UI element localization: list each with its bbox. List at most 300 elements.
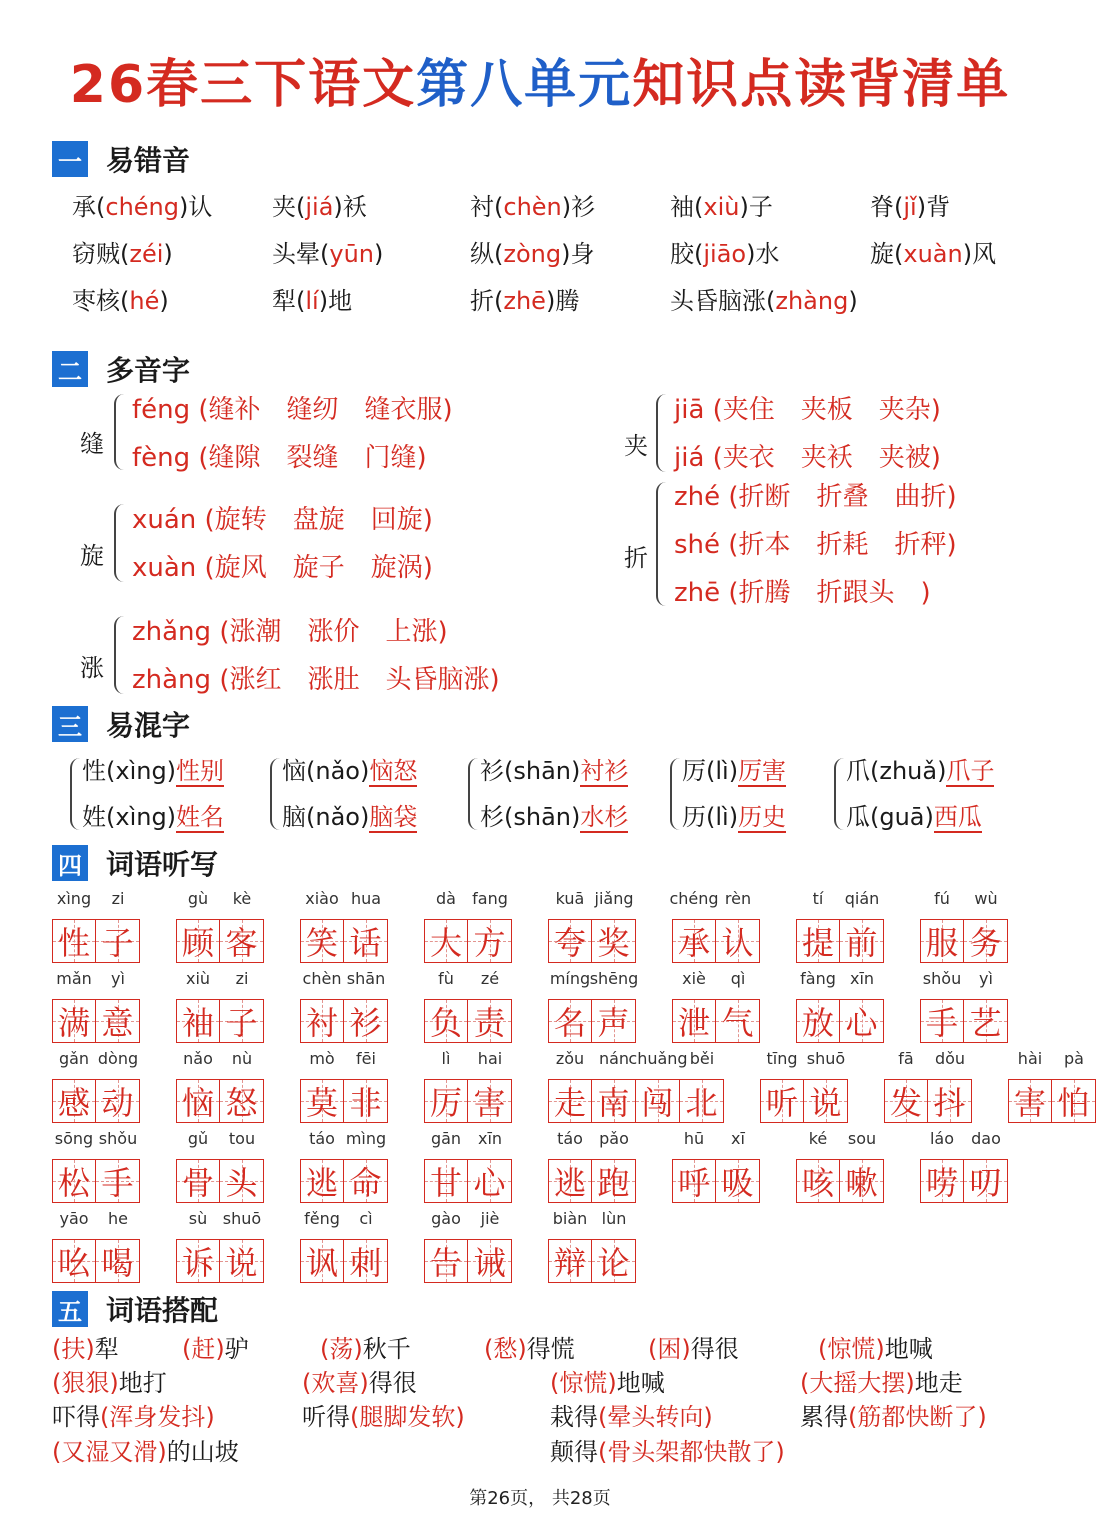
section-number: 一 [52, 141, 88, 177]
confusable-word: 水杉 [580, 803, 629, 831]
char-text: 咳 [801, 1164, 834, 1202]
char-box [840, 919, 884, 963]
word-boxes [52, 1159, 140, 1203]
polyphone-line: shé (折本 折耗 折秤) [674, 530, 957, 560]
char-text: 叨 [969, 1164, 1002, 1202]
collocation-answer: (扶) [52, 1335, 95, 1363]
pinyin-label: zi [235, 969, 249, 988]
char-box [928, 1079, 972, 1123]
hanzi-text: 袖( [670, 193, 704, 221]
pinyin-text: jiá [305, 193, 334, 221]
pronunciation-item [272, 284, 352, 318]
char-text: 手 [101, 1164, 134, 1202]
char-text: 奖 [597, 924, 630, 962]
confusable-char: 性(xìng) [82, 757, 177, 785]
hanzi-text: 头昏脑涨( [670, 287, 776, 315]
word-boxes [300, 1159, 388, 1203]
collocation-answer: (狠狠) [52, 1369, 119, 1397]
word-boxes [548, 919, 636, 963]
hanzi-text: 脊( [870, 193, 904, 221]
word-boxes [884, 1079, 972, 1123]
collocation-item [182, 1332, 249, 1366]
char-text: 说 [225, 1244, 258, 1282]
char-box [592, 919, 636, 963]
pinyin-label: nù [231, 1049, 253, 1068]
pinyin-label: lì [441, 1049, 451, 1068]
char-box [344, 1239, 388, 1283]
char-box [716, 999, 760, 1043]
char-box [344, 999, 388, 1043]
confusable-item [480, 800, 628, 834]
word-boxes [424, 1239, 512, 1283]
brace [834, 758, 844, 830]
pinyin-text: hé [129, 287, 160, 315]
char-text: 服 [925, 924, 958, 962]
pinyin-label: hài [1017, 1049, 1043, 1068]
char-text: 命 [349, 1164, 382, 1202]
pinyin-label: mò [309, 1049, 335, 1068]
word-boxes [300, 919, 388, 963]
collocation-answer: (大摇大摆) [800, 1369, 915, 1397]
char-text: 衫 [349, 1004, 382, 1042]
pinyin-label: shǒu [922, 969, 962, 988]
pinyin-label: xīn [849, 969, 875, 988]
char-box [840, 1159, 884, 1203]
pinyin-label: xīn [477, 1129, 503, 1148]
word-boxes [300, 999, 388, 1043]
collocation-answer: (腿脚发软) [350, 1403, 465, 1431]
pinyin-label: mǎn [56, 969, 92, 988]
pinyin-label: wù [974, 889, 998, 908]
char-text: 讽 [305, 1244, 338, 1282]
pinyin-label: qián [844, 889, 880, 908]
collocation-item [302, 1366, 417, 1400]
hanzi-text: ) [848, 287, 858, 315]
pronunciation-item [670, 190, 773, 224]
char-text: 意 [101, 1004, 134, 1042]
collocation-text: 颠得 [550, 1438, 598, 1466]
collocation-answer: (困) [648, 1335, 691, 1363]
char-box [884, 1079, 928, 1123]
brace [270, 758, 280, 830]
polyphone-line: fèng (缝隙 裂缝 门缝) [132, 443, 427, 473]
collocation-answer: (筋都快断了) [848, 1403, 987, 1431]
char-text: 夸 [553, 924, 586, 962]
section-2-header [52, 349, 190, 389]
pinyin-label: tou [228, 1129, 256, 1148]
char-box [592, 999, 636, 1043]
char-text: 抖 [933, 1084, 966, 1122]
pronunciation-item [870, 190, 950, 224]
word-boxes [672, 1159, 760, 1203]
pronunciation-item [470, 237, 594, 271]
collocation-answer: (欢喜) [302, 1369, 369, 1397]
char-text: 性 [57, 924, 90, 962]
section-title: 易错音 [106, 144, 191, 177]
confusable-word: 西瓜 [933, 803, 982, 831]
polyphone-char: 缝 [80, 430, 104, 458]
pinyin-text: zhàng [775, 287, 849, 315]
section-3-header [52, 704, 190, 744]
char-box [424, 999, 468, 1043]
page-footer: 第26页， 共28页 [469, 1488, 611, 1509]
pinyin-label: chéng [669, 889, 719, 908]
char-box [52, 999, 96, 1043]
char-box [672, 919, 716, 963]
char-box [220, 999, 264, 1043]
char-box [424, 1079, 468, 1123]
char-box [96, 1079, 140, 1123]
pinyin-label: dòng [97, 1049, 139, 1068]
hanzi-text: 窃贼( [72, 240, 130, 268]
collocation-item [484, 1332, 575, 1366]
char-text: 唠 [925, 1164, 958, 1202]
collocation-text: 犁 [94, 1335, 119, 1363]
pinyin-label: fú [934, 889, 950, 908]
word-boxes [176, 999, 264, 1043]
title-part-red: 26春三下语文 [69, 55, 417, 115]
word-boxes [424, 999, 512, 1043]
collocation-text: 地喊 [884, 1335, 933, 1363]
page-title [0, 50, 1080, 120]
char-text: 诫 [473, 1244, 506, 1282]
confusable-char: 爪(zhuǎ) [846, 757, 947, 785]
confusable-word: 脑袋 [369, 803, 418, 831]
brace [656, 394, 666, 472]
collocation-item [818, 1332, 933, 1366]
hanzi-text: )水 [746, 240, 780, 268]
collocation-answer: (浑身发抖) [100, 1403, 215, 1431]
char-box [548, 1079, 592, 1123]
pinyin-label: shuō [806, 1049, 846, 1068]
char-text: 南 [597, 1084, 630, 1122]
char-box [176, 999, 220, 1043]
confusable-char: 厉(lì) [682, 757, 739, 785]
char-box [300, 1079, 344, 1123]
pinyin-label: fēi [356, 1049, 376, 1068]
char-text: 甘 [429, 1164, 462, 1202]
char-text: 怒 [225, 1084, 258, 1122]
collocation-text: 栽得 [550, 1403, 598, 1431]
hanzi-text: )腾 [545, 287, 580, 315]
hanzi-text: )身 [561, 240, 595, 268]
char-box [96, 999, 140, 1043]
hanzi-text: ) [374, 240, 384, 268]
collocation-text: 秋千 [362, 1335, 411, 1363]
pronunciation-item [870, 237, 996, 271]
char-box [796, 1159, 840, 1203]
section-title: 多音字 [106, 354, 191, 387]
char-text: 害 [473, 1084, 506, 1122]
polyphone-line: zhē (折腾 折跟头 ) [674, 578, 931, 608]
hanzi-text: )衫 [561, 193, 596, 221]
word-boxes [548, 1159, 636, 1203]
pinyin-label: shǒu [98, 1129, 138, 1148]
char-text: 骨 [181, 1164, 214, 1202]
char-text: 感 [57, 1084, 90, 1122]
char-text: 客 [225, 924, 258, 962]
pinyin-text: zòng [503, 240, 562, 268]
confusable-char: 姓(xìng) [82, 803, 177, 831]
pinyin-text: chéng [105, 193, 179, 221]
confusable-word: 姓名 [176, 803, 225, 831]
pinyin-label: gǔ [187, 1129, 209, 1148]
collocation-text: 的山坡 [166, 1438, 239, 1466]
pinyin-label: gān [430, 1129, 462, 1148]
word-boxes [424, 1159, 512, 1203]
char-box [176, 1079, 220, 1123]
pinyin-label: shān [346, 969, 386, 988]
word-boxes [920, 999, 1008, 1043]
word-boxes [176, 919, 264, 963]
char-box [920, 919, 964, 963]
char-box [636, 1079, 680, 1123]
hanzi-text: ) [163, 240, 173, 268]
pinyin-label: zǒu [555, 1049, 585, 1068]
char-box [176, 1239, 220, 1283]
char-box [96, 919, 140, 963]
polyphone-line: xuán (旋转 盘旋 回旋) [132, 505, 433, 535]
pinyin-label: jiǎng [594, 889, 634, 908]
char-text: 喝 [101, 1244, 134, 1282]
collocation-text: 地打 [118, 1369, 167, 1397]
confusable-char: 衫(shān) [480, 757, 581, 785]
pinyin-text: jiāo [703, 240, 747, 268]
pinyin-label: xiào [305, 889, 339, 908]
pronunciation-item [670, 237, 779, 271]
char-box [840, 999, 884, 1043]
word-boxes [424, 1079, 512, 1123]
char-text: 呼 [677, 1164, 710, 1202]
char-text: 动 [101, 1084, 134, 1122]
pinyin-label: xī [731, 1129, 745, 1148]
pinyin-label: hua [350, 889, 382, 908]
word-boxes [548, 999, 636, 1043]
char-box [592, 1159, 636, 1203]
hanzi-text: 头晕( [272, 240, 330, 268]
confusable-item [846, 754, 994, 788]
pinyin-label: kuā [555, 889, 585, 908]
collocation-text: 地喊 [616, 1369, 665, 1397]
char-box [796, 999, 840, 1043]
char-text: 嗽 [845, 1164, 878, 1202]
polyphone-line: zhé (折断 折叠 曲折) [674, 482, 957, 512]
char-text: 提 [801, 924, 834, 962]
pinyin-label: hai [477, 1049, 503, 1068]
hanzi-text: 犁( [272, 287, 306, 315]
collocation-text: 听得 [302, 1403, 350, 1431]
char-text: 名 [553, 1004, 586, 1042]
char-text: 满 [57, 1004, 90, 1042]
polyphone-line: zhàng (涨红 涨肚 头昏脑涨) [132, 665, 500, 695]
pronunciation-item [470, 190, 595, 224]
hanzi-text: )认 [179, 193, 213, 221]
pinyin-label: běi [689, 1049, 715, 1068]
pronunciation-item [72, 284, 169, 318]
section-title: 词语听写 [106, 848, 219, 881]
pinyin-label: tīng [766, 1049, 798, 1068]
hanzi-text: 胶( [670, 240, 704, 268]
collocation-answer: (骨头架都快散了) [598, 1438, 785, 1466]
word-boxes [796, 999, 884, 1043]
section-number: 四 [52, 845, 88, 881]
polyphone-line: zhǎng (涨潮 涨价 上涨) [132, 617, 448, 647]
hanzi-text: 折( [470, 287, 504, 315]
collocation-item [800, 1366, 963, 1400]
char-box [424, 1239, 468, 1283]
char-box [680, 1079, 724, 1123]
confusable-char: 历(lì) [682, 803, 739, 831]
char-text: 厉 [429, 1084, 462, 1122]
pinyin-label: pà [1064, 1049, 1084, 1068]
char-text: 走 [553, 1084, 586, 1122]
char-box [52, 1239, 96, 1283]
collocation-text: 得慌 [526, 1335, 575, 1363]
polyphone-char: 折 [624, 544, 648, 572]
char-box [1052, 1079, 1096, 1123]
collocation-answer: (惊慌) [818, 1335, 885, 1363]
pinyin-label: yì [111, 969, 125, 988]
pinyin-label: jiè [480, 1209, 500, 1228]
pinyin-label: dǒu [934, 1049, 966, 1068]
char-box [796, 919, 840, 963]
char-box [920, 999, 964, 1043]
char-box [300, 919, 344, 963]
hanzi-text: 承( [72, 193, 106, 221]
collocation-answer: (惊慌) [550, 1369, 617, 1397]
collocation-item [550, 1435, 785, 1469]
pinyin-label: xìng [56, 889, 92, 908]
pinyin-label: chuǎng [628, 1049, 688, 1068]
char-text: 头 [225, 1164, 258, 1202]
char-text: 说 [809, 1084, 842, 1122]
char-text: 辩 [553, 1244, 586, 1282]
pinyin-label: xiù [185, 969, 211, 988]
pinyin-label: he [108, 1209, 128, 1228]
collocation-text: 得很 [368, 1369, 417, 1397]
char-text: 方 [473, 924, 506, 962]
pinyin-label: míng [549, 969, 591, 988]
pinyin-label: sou [847, 1129, 877, 1148]
word-boxes [424, 919, 512, 963]
polyphone-line: féng (缝补 缝纫 缝衣服) [132, 395, 453, 425]
collocation-answer: (赶) [182, 1335, 225, 1363]
char-text: 莫 [305, 1084, 338, 1122]
confusable-word: 恼怒 [369, 757, 418, 785]
word-boxes [300, 1239, 388, 1283]
char-text: 听 [765, 1084, 798, 1122]
char-box [424, 1159, 468, 1203]
pinyin-label: gào [431, 1209, 461, 1228]
confusable-item [82, 800, 224, 834]
char-box [672, 1159, 716, 1203]
char-box [52, 1079, 96, 1123]
char-text: 放 [801, 1004, 834, 1042]
pinyin-label: táo [309, 1129, 335, 1148]
pinyin-label: cì [359, 1209, 373, 1228]
char-box [592, 1239, 636, 1283]
collocation-text: 得很 [690, 1335, 739, 1363]
title-part-red-2: 知识点读背清单 [632, 55, 1011, 115]
polyphone-line: jiá (夹衣 夹袄 夹被) [674, 443, 941, 473]
section-number: 五 [52, 1291, 88, 1327]
pinyin-label: sù [188, 1209, 208, 1228]
word-boxes [176, 1159, 264, 1203]
char-box [1008, 1079, 1052, 1123]
polyphone-char: 旋 [80, 542, 104, 570]
pinyin-text: xiù [703, 193, 740, 221]
char-box [344, 1079, 388, 1123]
hanzi-text: 衬( [470, 193, 504, 221]
pinyin-text: jǐ [903, 193, 917, 221]
word-boxes [796, 1159, 884, 1203]
section-1-header [52, 139, 190, 179]
pinyin-label: fù [438, 969, 454, 988]
brace [656, 482, 666, 606]
pinyin-label: sōng [54, 1129, 94, 1148]
char-text: 袖 [181, 1004, 214, 1042]
char-text: 吸 [721, 1164, 754, 1202]
pinyin-label: táo [557, 1129, 583, 1148]
collocation-item [302, 1400, 465, 1434]
hanzi-text: ) [159, 287, 169, 315]
brace [468, 758, 478, 830]
collocation-text: 地走 [914, 1369, 963, 1397]
char-text: 笑 [305, 924, 338, 962]
char-box [548, 1239, 592, 1283]
pinyin-label: shuō [222, 1209, 262, 1228]
pinyin-label: dao [971, 1129, 1001, 1148]
pronunciation-item [272, 190, 367, 224]
char-text: 子 [225, 1004, 258, 1042]
pinyin-label: fā [898, 1049, 914, 1068]
char-box [468, 1239, 512, 1283]
pinyin-label: shēng [589, 969, 639, 988]
char-text: 前 [845, 924, 878, 962]
confusable-item [846, 800, 982, 834]
char-text: 气 [721, 1004, 754, 1042]
confusable-item [682, 754, 786, 788]
collocation-text: 驴 [224, 1335, 249, 1363]
pronunciation-item [670, 284, 858, 318]
char-text: 诉 [181, 1244, 214, 1282]
char-text: 声 [597, 1004, 630, 1042]
char-text: 告 [429, 1244, 462, 1282]
word-boxes [548, 1079, 724, 1123]
char-box [52, 919, 96, 963]
pinyin-label: yāo [59, 1209, 89, 1228]
char-text: 艺 [969, 1004, 1002, 1042]
pinyin-label: nán [598, 1049, 630, 1068]
char-box [672, 999, 716, 1043]
pinyin-text: zéi [129, 240, 164, 268]
pinyin-label: pǎo [599, 1129, 629, 1148]
word-boxes [920, 1159, 1008, 1203]
collocation-answer: (荡) [320, 1335, 363, 1363]
confusable-word: 厉害 [738, 757, 787, 785]
confusable-char: 脑(nǎo) [282, 803, 370, 831]
hanzi-text: )地 [318, 287, 353, 315]
pinyin-label: fěng [304, 1209, 340, 1228]
collocation-item [550, 1400, 713, 1434]
brace [114, 504, 124, 582]
char-box [548, 999, 592, 1043]
pinyin-label: tí [812, 889, 824, 908]
pinyin-label: nǎo [183, 1049, 213, 1068]
word-boxes [52, 919, 140, 963]
char-text: 吆 [57, 1244, 90, 1282]
collocation-answer: (愁) [484, 1335, 527, 1363]
